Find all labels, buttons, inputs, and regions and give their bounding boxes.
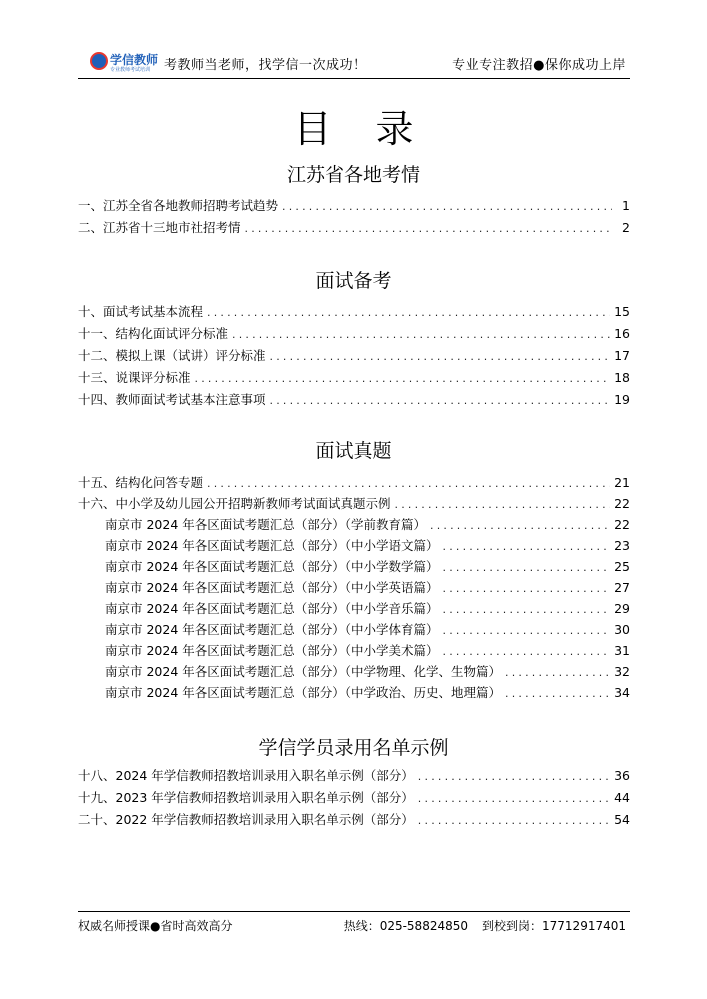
dot-leader bbox=[207, 306, 610, 319]
toc-entry-page: 1 bbox=[622, 198, 630, 213]
toc-entry-page: 2 bbox=[622, 220, 630, 235]
toc-entry[interactable] bbox=[78, 324, 630, 344]
toc-entry[interactable] bbox=[78, 494, 630, 514]
toc-entry[interactable] bbox=[78, 766, 630, 786]
toc-entry[interactable] bbox=[78, 218, 630, 238]
toc-entry[interactable] bbox=[78, 473, 630, 493]
toc-entry-label: 南京市 2024 年各区面试考题汇总（部分）（中学物理、化学、生物篇） bbox=[105, 664, 502, 679]
logo-text: 学信教师 bbox=[110, 53, 159, 67]
toc-entry-page: 18 bbox=[614, 370, 630, 385]
dot-leader bbox=[207, 477, 610, 490]
toc-entry-label: 十三、说课评分标准 bbox=[78, 370, 191, 385]
dot-leader bbox=[282, 200, 612, 213]
toc-entry-page: 27 bbox=[614, 580, 630, 595]
toc-entry[interactable] bbox=[78, 346, 630, 366]
page-header bbox=[78, 48, 630, 79]
toc-entry-page: 22 bbox=[614, 496, 630, 511]
toc-entry-page: 25 bbox=[614, 559, 630, 574]
header-tagline: 专业专注教招●保你成功上岸 bbox=[452, 58, 626, 73]
dot-leader bbox=[443, 540, 611, 553]
document-title: 目 录 bbox=[293, 107, 430, 151]
toc-entry-label: 南京市 2024 年各区面试考题汇总（部分）（中小学语文篇） bbox=[105, 538, 439, 553]
toc-entry[interactable] bbox=[78, 196, 630, 216]
section-title: 学信学员录用名单示例 bbox=[258, 737, 449, 759]
toc-entry-page: 22 bbox=[614, 517, 630, 532]
toc-entry-page: 21 bbox=[614, 475, 630, 490]
toc-entry-label: 十五、结构化问答专题 bbox=[78, 475, 204, 490]
section-title: 面试真题 bbox=[315, 440, 392, 462]
toc-entry[interactable] bbox=[78, 788, 630, 808]
dot-leader bbox=[418, 814, 610, 827]
toc-subentry[interactable] bbox=[105, 515, 630, 535]
toc-entry-label: 二十、2022 年学信教师招教培训录用入职名单示例（部分） bbox=[78, 812, 414, 827]
toc-entry-label: 南京市 2024 年各区面试考题汇总（部分）（中小学音乐篇） bbox=[105, 601, 439, 616]
dot-leader bbox=[430, 519, 610, 532]
brand-logo bbox=[90, 50, 159, 76]
toc-entry-label: 南京市 2024 年各区面试考题汇总（部分）（中小学美术篇） bbox=[105, 643, 439, 658]
section-title: 面试备考 bbox=[315, 270, 392, 292]
toc-entry-label: 十九、2023 年学信教师招教培训录用入职名单示例（部分） bbox=[78, 790, 414, 805]
toc-entry-page: 15 bbox=[614, 304, 630, 319]
toc-entry-label: 十四、教师面试考试基本注意事项 bbox=[78, 392, 266, 407]
toc-entry[interactable] bbox=[78, 810, 630, 830]
dot-leader bbox=[418, 792, 610, 805]
footer-contact bbox=[344, 917, 626, 934]
toc-entry-page: 30 bbox=[614, 622, 630, 637]
footer-mobile: 到校到岗：17712917401 bbox=[482, 919, 626, 933]
footer-hotline: 热线：025-58824850 bbox=[343, 919, 469, 933]
toc-entry-label: 十六、中小学及幼儿园公开招聘新教师考试面试真题示例 bbox=[78, 496, 391, 511]
toc-entry[interactable] bbox=[78, 368, 630, 388]
toc-entry-label: 十一、结构化面试评分标准 bbox=[78, 326, 229, 341]
toc-entry-label: 二、江苏省十三地市社招考情 bbox=[78, 220, 241, 235]
section-title: 江苏省各地考情 bbox=[286, 164, 420, 186]
toc-entry-label: 南京市 2024 年各区面试考题汇总（部分）（中小学数学篇） bbox=[105, 559, 439, 574]
toc-entry-page: 23 bbox=[614, 538, 630, 553]
toc-entry-page: 19 bbox=[614, 392, 630, 407]
toc-entry-page: 31 bbox=[614, 643, 630, 658]
toc-subentry[interactable] bbox=[105, 557, 630, 577]
toc-subentry[interactable] bbox=[105, 683, 630, 703]
toc-entry-page: 36 bbox=[614, 768, 630, 783]
dot-leader bbox=[443, 624, 611, 637]
dot-leader bbox=[443, 561, 611, 574]
toc-entry-page: 54 bbox=[614, 812, 630, 827]
dot-leader bbox=[443, 603, 611, 616]
toc-entry-label: 南京市 2024 年各区面试考题汇总（部分）（中小学英语篇） bbox=[105, 580, 439, 595]
toc-entry-page: 17 bbox=[614, 348, 630, 363]
toc-subentry[interactable] bbox=[105, 641, 630, 661]
toc-entry-label: 十八、2024 年学信教师招教培训录用入职名单示例（部分） bbox=[78, 768, 414, 783]
toc-subentry[interactable] bbox=[105, 599, 630, 619]
logo-badge-icon bbox=[90, 52, 108, 70]
dot-leader bbox=[195, 372, 611, 385]
toc-entry-page: 44 bbox=[614, 790, 630, 805]
dot-leader bbox=[270, 394, 611, 407]
toc-entry[interactable] bbox=[78, 302, 630, 322]
toc-subentry[interactable] bbox=[105, 662, 630, 682]
dot-leader bbox=[270, 350, 611, 363]
toc-entry-page: 16 bbox=[614, 326, 630, 341]
toc-entry-label: 十、面试考试基本流程 bbox=[78, 304, 204, 319]
dot-leader bbox=[245, 222, 612, 235]
dot-leader bbox=[418, 770, 610, 783]
toc-entry-label: 南京市 2024 年各区面试考题汇总（部分）（中小学体育篇） bbox=[105, 622, 439, 637]
toc-entry-label: 南京市 2024 年各区面试考题汇总（部分）（学前教育篇） bbox=[105, 517, 427, 532]
footer-slogan: 权威名师授课●省时高效高分 bbox=[78, 919, 233, 933]
toc-subentry[interactable] bbox=[105, 578, 630, 598]
dot-leader bbox=[443, 582, 611, 595]
toc-entry-label: 一、江苏全省各地教师招聘考试趋势 bbox=[78, 198, 279, 213]
page-footer bbox=[78, 911, 630, 936]
toc-entry-page: 29 bbox=[614, 601, 630, 616]
toc-subentry[interactable] bbox=[105, 620, 630, 640]
dot-leader bbox=[443, 645, 611, 658]
dot-leader bbox=[395, 498, 611, 511]
dot-leader bbox=[505, 687, 610, 700]
logo-subtext: 专业教师考试培训 bbox=[110, 67, 151, 73]
toc-entry-page: 32 bbox=[614, 664, 630, 679]
toc-entry-label: 南京市 2024 年各区面试考题汇总（部分）（中学政治、历史、地理篇） bbox=[105, 685, 502, 700]
toc-entry-label: 十二、模拟上课（试讲）评分标准 bbox=[78, 348, 266, 363]
toc-subentry[interactable] bbox=[105, 536, 630, 556]
toc-entry[interactable] bbox=[78, 390, 630, 410]
header-slogan: 考教师当老师，找学信一次成功！ bbox=[164, 58, 367, 73]
dot-leader bbox=[232, 328, 610, 341]
dot-leader bbox=[505, 666, 610, 679]
toc-entry-page: 34 bbox=[614, 685, 630, 700]
